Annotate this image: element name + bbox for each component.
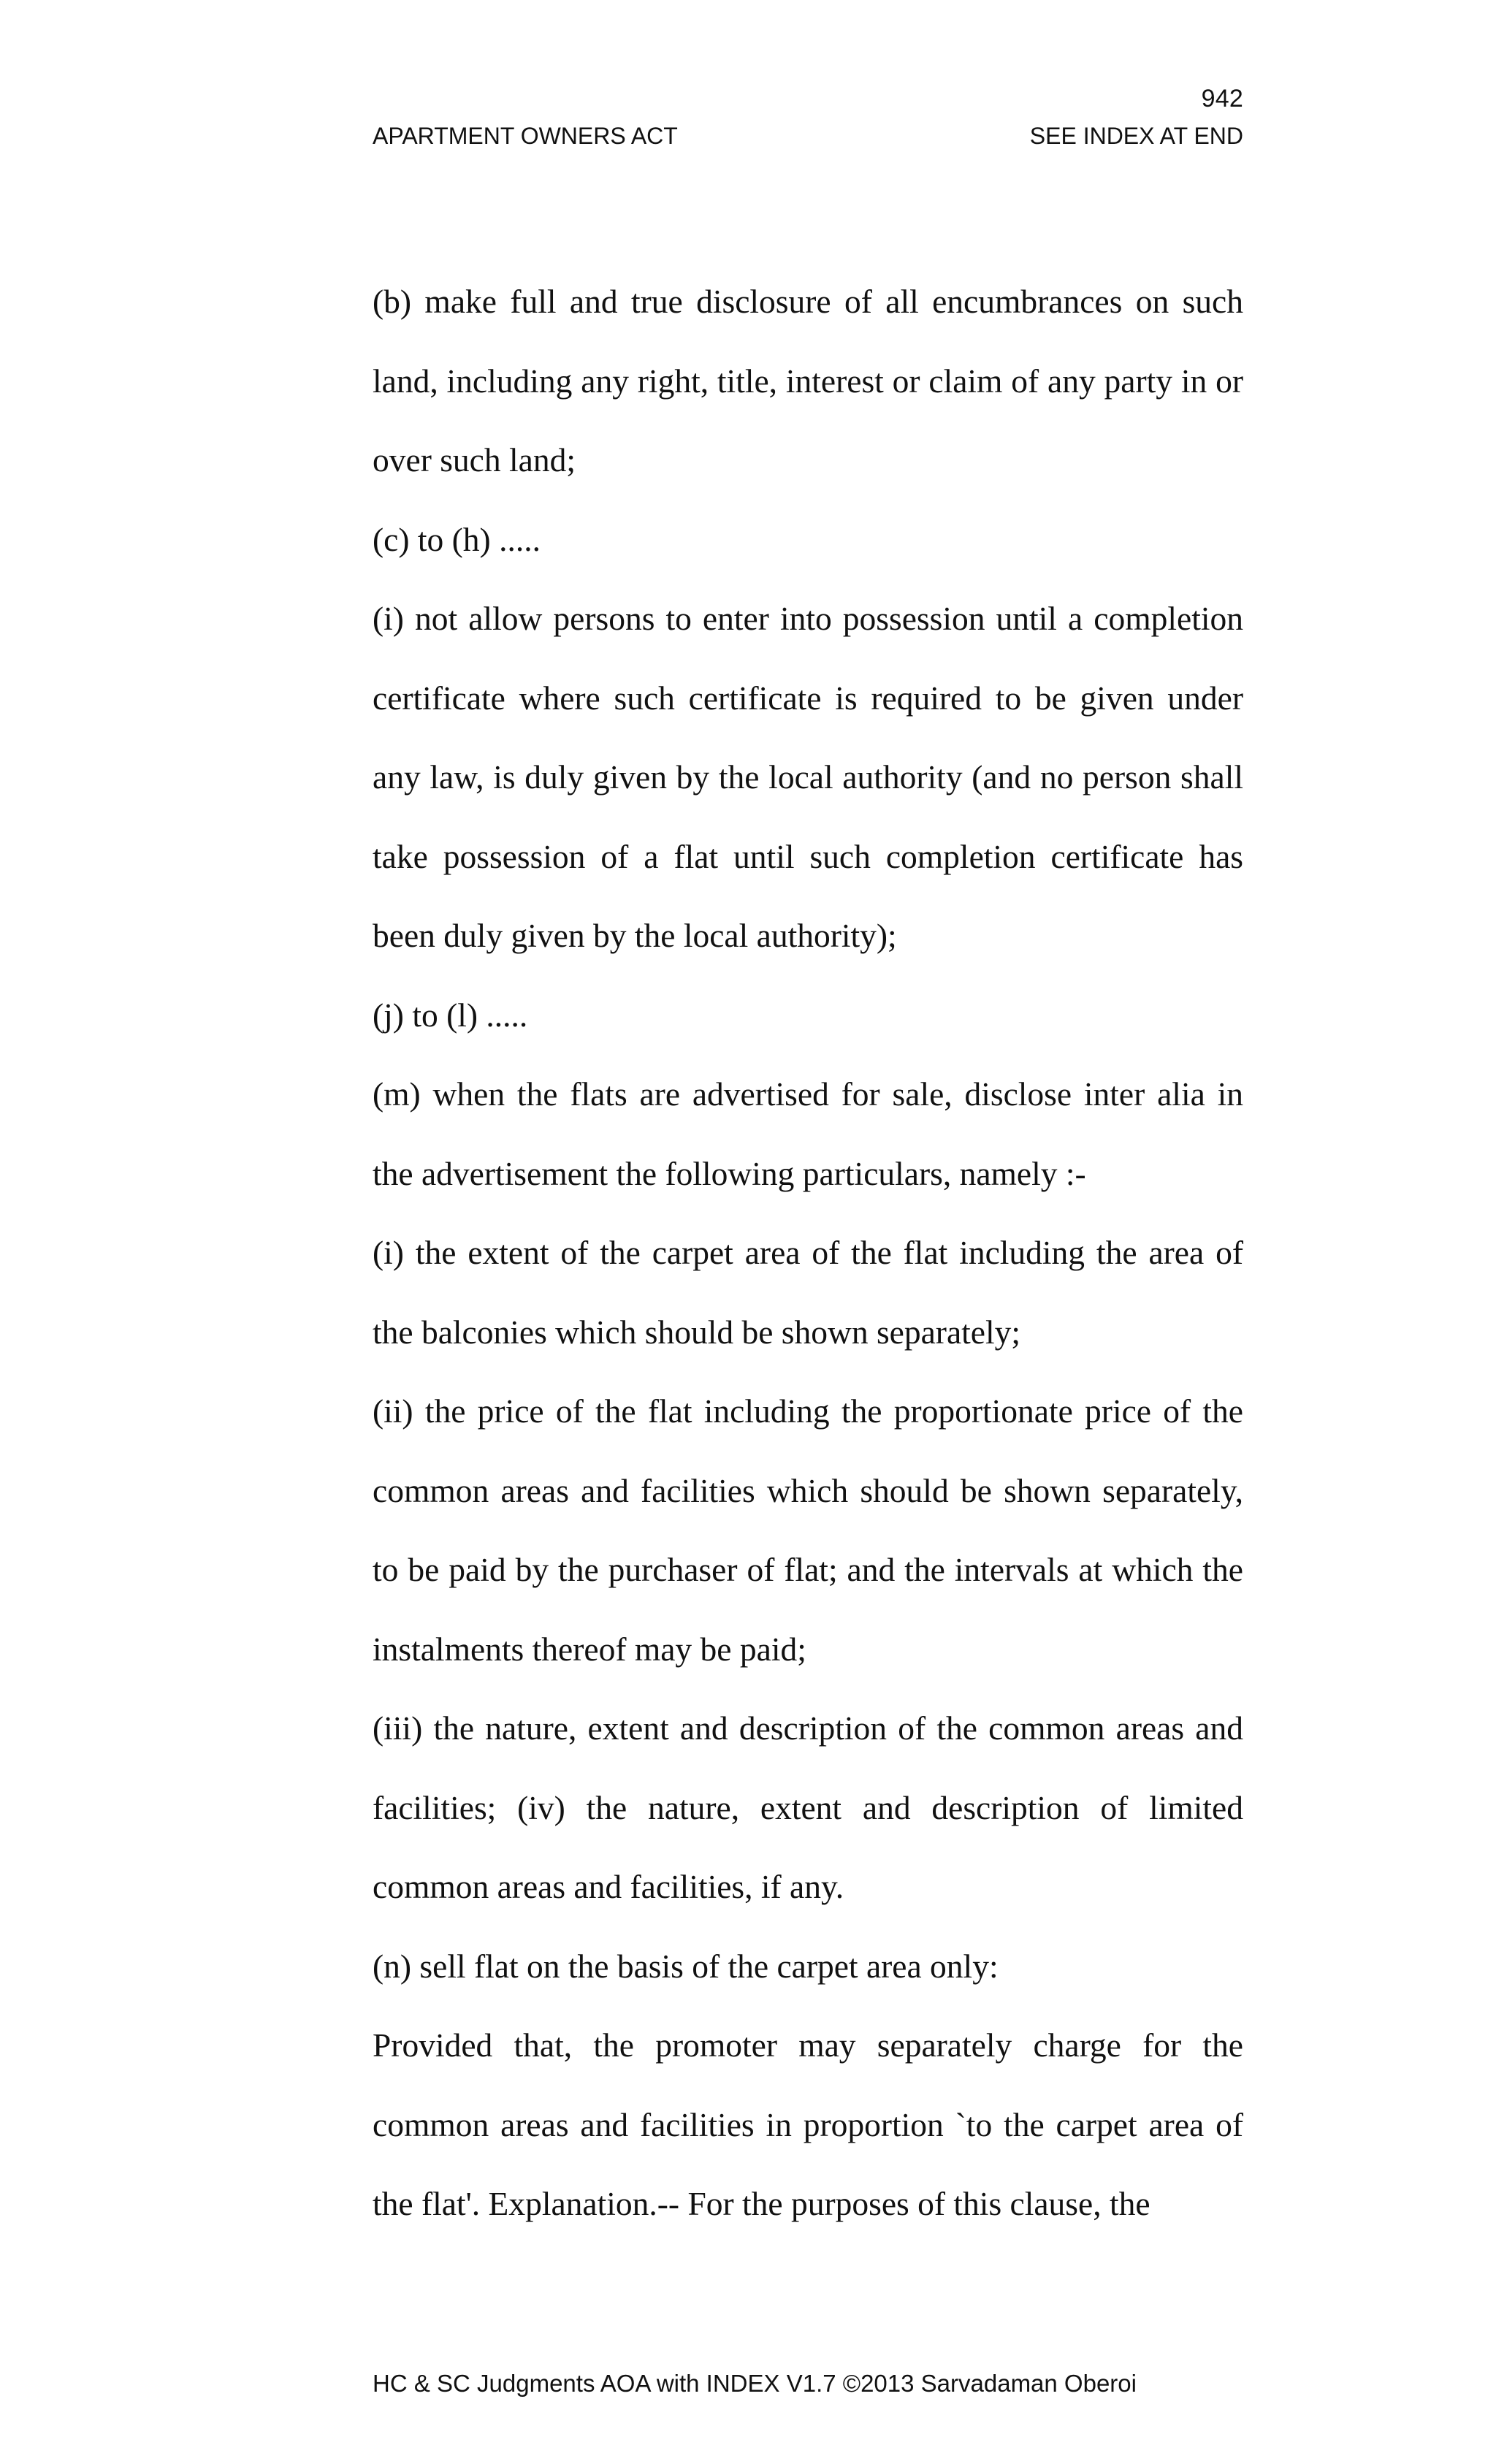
paragraph-clause-b: (b) make full and true disclosure of all encumbrances on such land, including any right, title, interest or claim of any party in or over such land; <box>373 283 1243 478</box>
page-number: 942 <box>1201 85 1243 112</box>
running-footer: HC & SC Judgments AOA with INDEX V1.7 ©2013 Sarvadaman Oberoi <box>373 2370 1137 2397</box>
paragraph-clause-c-to-h: (c) to (h) ..... <box>373 520 541 558</box>
paragraph-subclause-i: (i) the extent of the carpet area of the flat including the area of the balconies which should be shown separately; <box>373 1234 1243 1351</box>
paragraph-clause-j-to-l: (j) to (l) ..... <box>373 996 528 1034</box>
paragraph-clause-i: (i) not allow persons to enter into possession until a completion certificate where such certificate is required to be given under any law, is duly given by the local authority (and no person shall take possession of a flat until such completion certificate has been duly given by the local authority); <box>373 600 1243 954</box>
paragraph-proviso: Provided that, the promoter may separately charge for the common areas and facilities in proportion `to the carpet area of the flat'. Explanation.-- For the purposes of this clause, the <box>373 2026 1243 2222</box>
header-title: APARTMENT OWNERS ACT <box>373 123 678 149</box>
paragraph-subclause-ii: (ii) the price of the flat including the proportionate price of the common areas and facilities which should be shown separately, to be paid by the purchaser of flat; and the intervals at which the instalments thereof may be paid; <box>373 1392 1243 1668</box>
header-index-note: SEE INDEX AT END <box>1029 123 1243 149</box>
running-header <box>373 124 1243 148</box>
paragraph-clause-n: (n) sell flat on the basis of the carpet area only: <box>373 1947 999 1985</box>
paragraph-subclause-iii-iv: (iii) the nature, extent and description of the common areas and facilities; (iv) the nature, extent and description of limited common areas and facilities, if any. <box>373 1709 1243 1905</box>
paragraph-clause-m: (m) when the flats are advertised for sale, disclose inter alia in the advertisement the following particulars, namely :- <box>373 1075 1243 1192</box>
body-text <box>373 262 1243 2244</box>
